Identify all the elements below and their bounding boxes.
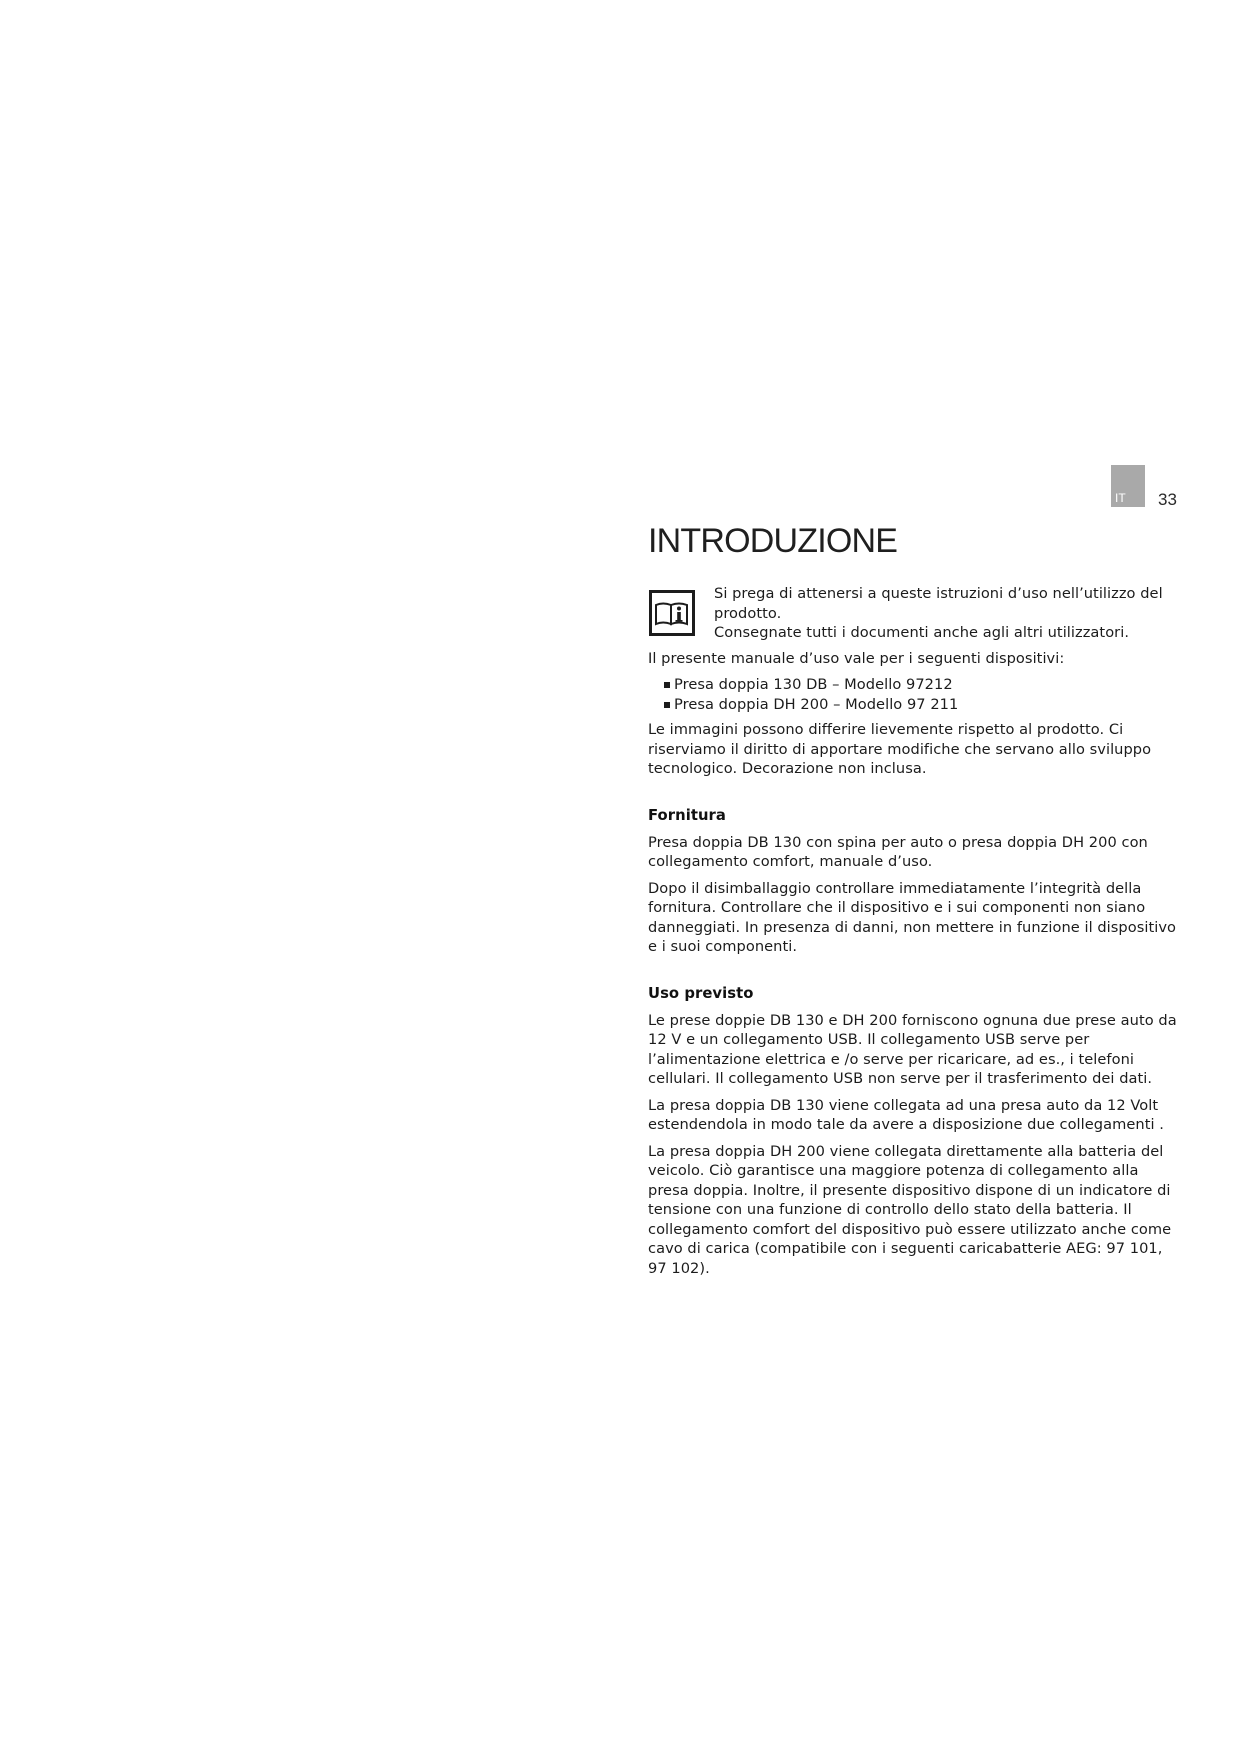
section-heading-fornitura: Fornitura [648,806,726,824]
language-label: IT [1115,491,1126,505]
info-line-2: Consegnate tutti i documenti anche agli altri utilizzatori. [714,624,1130,641]
section-heading-uso-previsto: Uso previsto [648,984,754,1002]
info-line-1: Si prega di attenersi a queste istruzioni d’uso nell’utilizzo del prodotto. [714,585,1163,622]
images-note: Le immagini possono differire lievemente rispetto al prodotto. Ci riserviamo il diritto di apportare modifiche che servano allo sviluppo tecnologico. Decorazione non inclusa. [648,721,1152,777]
intro-paragraph: Il presente manuale d’uso vale per i seguenti dispositivi: [648,649,1065,667]
language-tab [1111,465,1145,507]
main-content [648,520,1180,1285]
fornitura-paragraph-2: Dopo il disimballaggio controllare immediatamente l’integrità della fornitura. Controllare che il dispositivo e i sui componenti non siano danneggiati. In presenza di danni, non mettere in funzione il dispositivo e i suoi componenti. [648,879,1177,955]
page-title: INTRODUZIONE [648,522,898,560]
device-item: Presa doppia DH 200 – Modello 97 211 [664,695,1180,715]
uso-paragraph-2: La presa doppia DB 130 viene collegata ad una presa auto da 12 Volt estendendola in modo tale da avere a disposizione due collegamenti . [648,1096,1164,1133]
manual-info-icon [649,590,695,636]
uso-paragraph-3: La presa doppia DH 200 viene collegata direttamente alla batteria del veicolo. Ciò garantisce una maggiore potenza di collegamento alla presa doppia. Inoltre, il presente dispositivo dispone di un indicatore di tensione con una funzione di controllo dello stato della batteria. Il collegamento comfort del dispositivo può essere utilizzato anche come cavo di carica (compatibile con i seguenti caricabatterie AEG: 97 101, 97 102). [648,1142,1172,1277]
fornitura-paragraph-1: Presa doppia DB 130 con spina per auto o presa doppia DH 200 con collegamento comfort, manuale d’uso. [648,833,1148,870]
device-list [648,675,1180,714]
info-notice [648,584,1180,643]
uso-paragraph-1: Le prese doppie DB 130 e DH 200 forniscono ognuna due prese auto da 12 V e un collegamento USB. Il collegamento USB serve per l’alimentazione elettrica e /o serve per ricaricare, ad es., i telefoni cellulari. Il collegamento USB non serve per il trasferimento dei dati. [648,1011,1177,1087]
page-number: 33 [1158,490,1177,509]
device-item: Presa doppia 130 DB – Modello 97212 [664,675,1180,695]
